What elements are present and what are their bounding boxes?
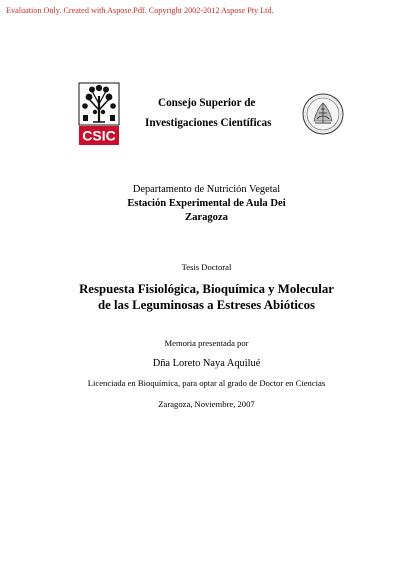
csic-logo-text: CSIC: [82, 127, 116, 144]
author-name: Dña Loreto Naya Aquilué: [152, 358, 261, 369]
department-name: Departamento de Nutrición Vegetal: [132, 184, 281, 195]
degree-statement: Licenciada en Bioquímica, para optar al grado de Doctor en Ciencias: [87, 378, 326, 388]
institution-seal-logo: [302, 93, 344, 135]
institution-name-line2: Investigaciones Científicas: [145, 117, 272, 129]
city-name: Zaragoza: [185, 212, 228, 223]
thesis-type: Tesis Doctoral: [181, 262, 232, 272]
station-name: Estación Experimental de Aula Dei: [127, 198, 286, 209]
institution-name-line1: Consejo Superior de: [158, 97, 256, 109]
csic-logo: [78, 82, 120, 146]
evaluation-watermark: Evaluation Only. Created with Aspose.Pdf. Copyright 2002-2012 Aspose Pty Ltd.: [6, 6, 274, 15]
place-and-date: Zaragoza, Noviembre, 2007: [158, 399, 255, 409]
thesis-title-line2: de las Leguminosas a Estreses Abióticos: [98, 298, 315, 312]
presented-by-label: Memoria presentada por: [164, 338, 249, 348]
thesis-title-line1: Respuesta Fisiológica, Bioquímica y Molecular: [79, 282, 334, 296]
